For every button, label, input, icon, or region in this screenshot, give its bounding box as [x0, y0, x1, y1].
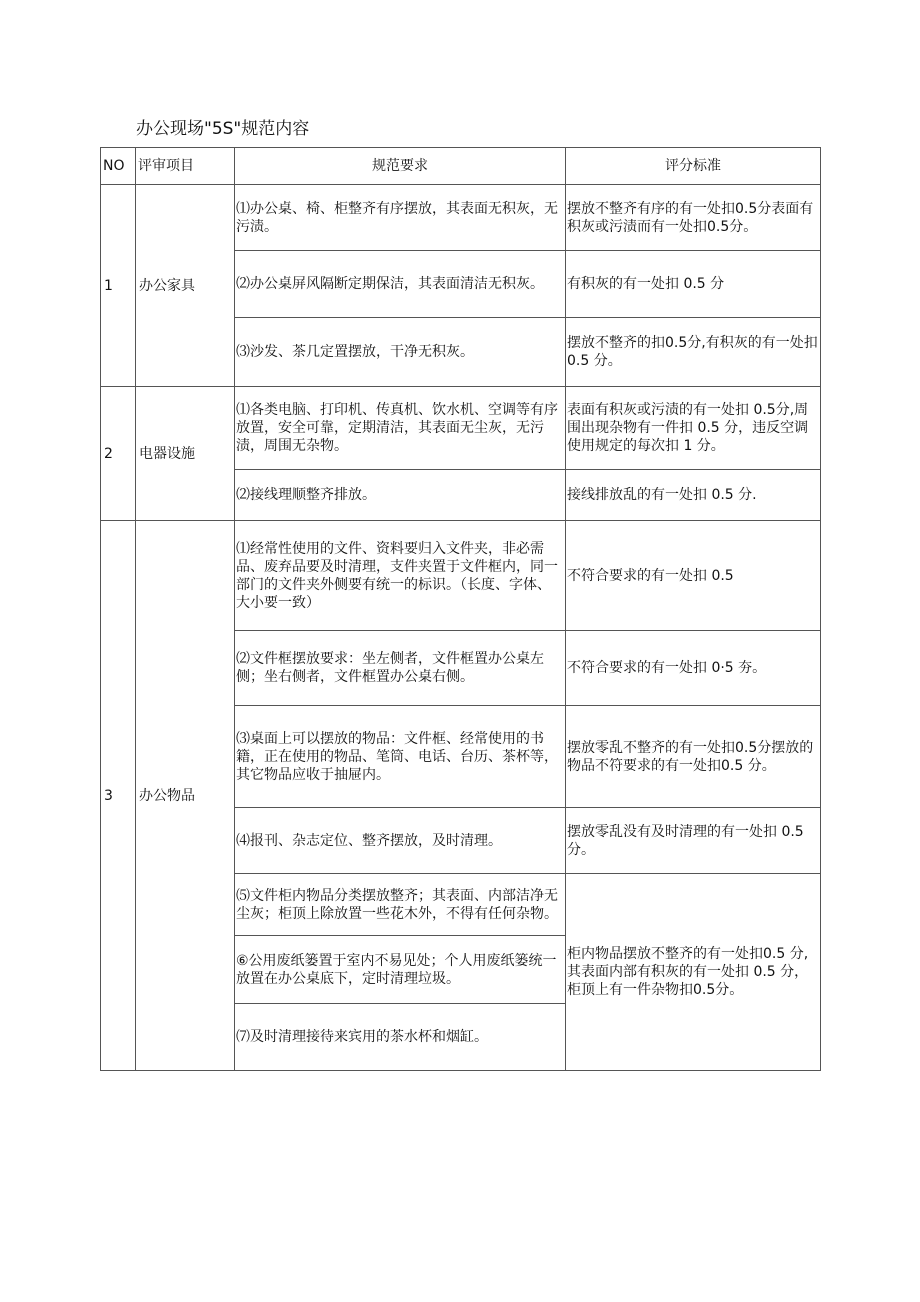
- table-row: [101, 185, 821, 251]
- row-item: 办公家具: [136, 185, 235, 387]
- requirement-cell: ⑶桌面上可以摆放的物品：文件框、经常使用的书籍，正在使用的物品、笔筒、电话、台历、茶杯等，其它物品应收于抽屉内。: [235, 706, 566, 808]
- row-no: 3: [101, 521, 136, 1071]
- requirement-cell: ⑴经常性使用的文件、资料要归入文件夹，非必需品、废弃品要及时清理，支件夹置于文件框内，同一部门的文件夹外侧要有统一的标识。（长度、字体、大小要一致）: [235, 521, 566, 631]
- requirement-cell: ⑺及时清理接待来宾用的茶水杯和烟缸。: [235, 1004, 566, 1071]
- header-item: 评审项目: [136, 148, 235, 185]
- requirement-cell: ⑶沙发、茶几定置摆放，干净无积灰。: [235, 318, 566, 387]
- score-cell: 不符合要求的有一处扣 0·5 夯。: [566, 631, 821, 706]
- requirement-cell: ⑷报刊、杂志定位、整齐摆放，及时清理。: [235, 808, 566, 874]
- header-requirement: 规范要求: [235, 148, 566, 185]
- requirement-cell: ⑴各类电脑、打印机、传真机、饮水机、空调等有序放置，安全可靠，定期清洁，其表面无尘灰，无污渍，周围无杂物。: [235, 387, 566, 470]
- requirement-cell: ⑵接线理顺整齐排放。: [235, 470, 566, 521]
- score-cell: 不符合要求的有一处扣 0.5: [566, 521, 821, 631]
- header-no: NO: [101, 148, 136, 185]
- row-no: 1: [101, 185, 136, 387]
- score-cell: 摆放零乱不整齐的有一处扣0.5分摆放的物品不符要求的有一处扣0.5 分。: [566, 706, 821, 808]
- score-cell: 摆放不整齐的扣0.5分,有积灰的有一处扣 0.5 分。: [566, 318, 821, 387]
- score-cell: 有积灰的有一处扣 0.5 分: [566, 251, 821, 318]
- row-item: 电器设施: [136, 387, 235, 521]
- score-cell: 摆放零乱没有及时清理的有一处扣 0.5 分。: [566, 808, 821, 874]
- requirement-cell: ⑵办公桌屏风隔断定期保洁，其表面清洁无积灰。: [235, 251, 566, 318]
- requirement-cell: ⑴办公桌、椅、柜整齐有序摆放，其表面无积灰，无污渍。: [235, 185, 566, 251]
- page-title: 办公现场"5S"规范内容: [136, 119, 310, 139]
- table-header-row: [101, 148, 821, 185]
- score-cell: 表面有积灰或污渍的有一处扣 0.5分,周围出现杂物有一件扣 0.5 分，违反空调使用规定的每次扣 1 分。: [566, 387, 821, 470]
- table-row: [101, 521, 821, 631]
- row-no: 2: [101, 387, 136, 521]
- score-cell: 接线排放乱的有一处扣 0.5 分.: [566, 470, 821, 521]
- requirement-cell: ⑵文件框摆放要求：坐左侧者，文件框置办公桌左侧；坐右侧者，文件框置办公桌右侧。: [235, 631, 566, 706]
- row-item: 办公物品: [136, 521, 235, 1071]
- table-row: [101, 387, 821, 470]
- requirement-cell: ⑥公用废纸篓置于室内不易见处；个人用废纸篓统一放置在办公桌底下，定时清理垃圾。: [235, 936, 566, 1004]
- header-score: 评分标准: [566, 148, 821, 185]
- score-cell: 摆放不整齐有序的有一处扣0.5分表面有积灰或污渍而有一处扣0.5分。: [566, 185, 821, 251]
- requirement-cell: ⑸文件柜内物品分类摆放整齐；其表面、内部洁净无尘灰；柜顶上除放置一些花木外，不得有任何杂物。: [235, 874, 566, 936]
- score-cell: 柜内物品摆放不整齐的有一处扣0.5 分,其表面内部有积灰的有一处扣 0.5 分，柜顶上有一件杂物扣0.5分。: [566, 874, 821, 1071]
- 5s-standards-table: [100, 147, 821, 1071]
